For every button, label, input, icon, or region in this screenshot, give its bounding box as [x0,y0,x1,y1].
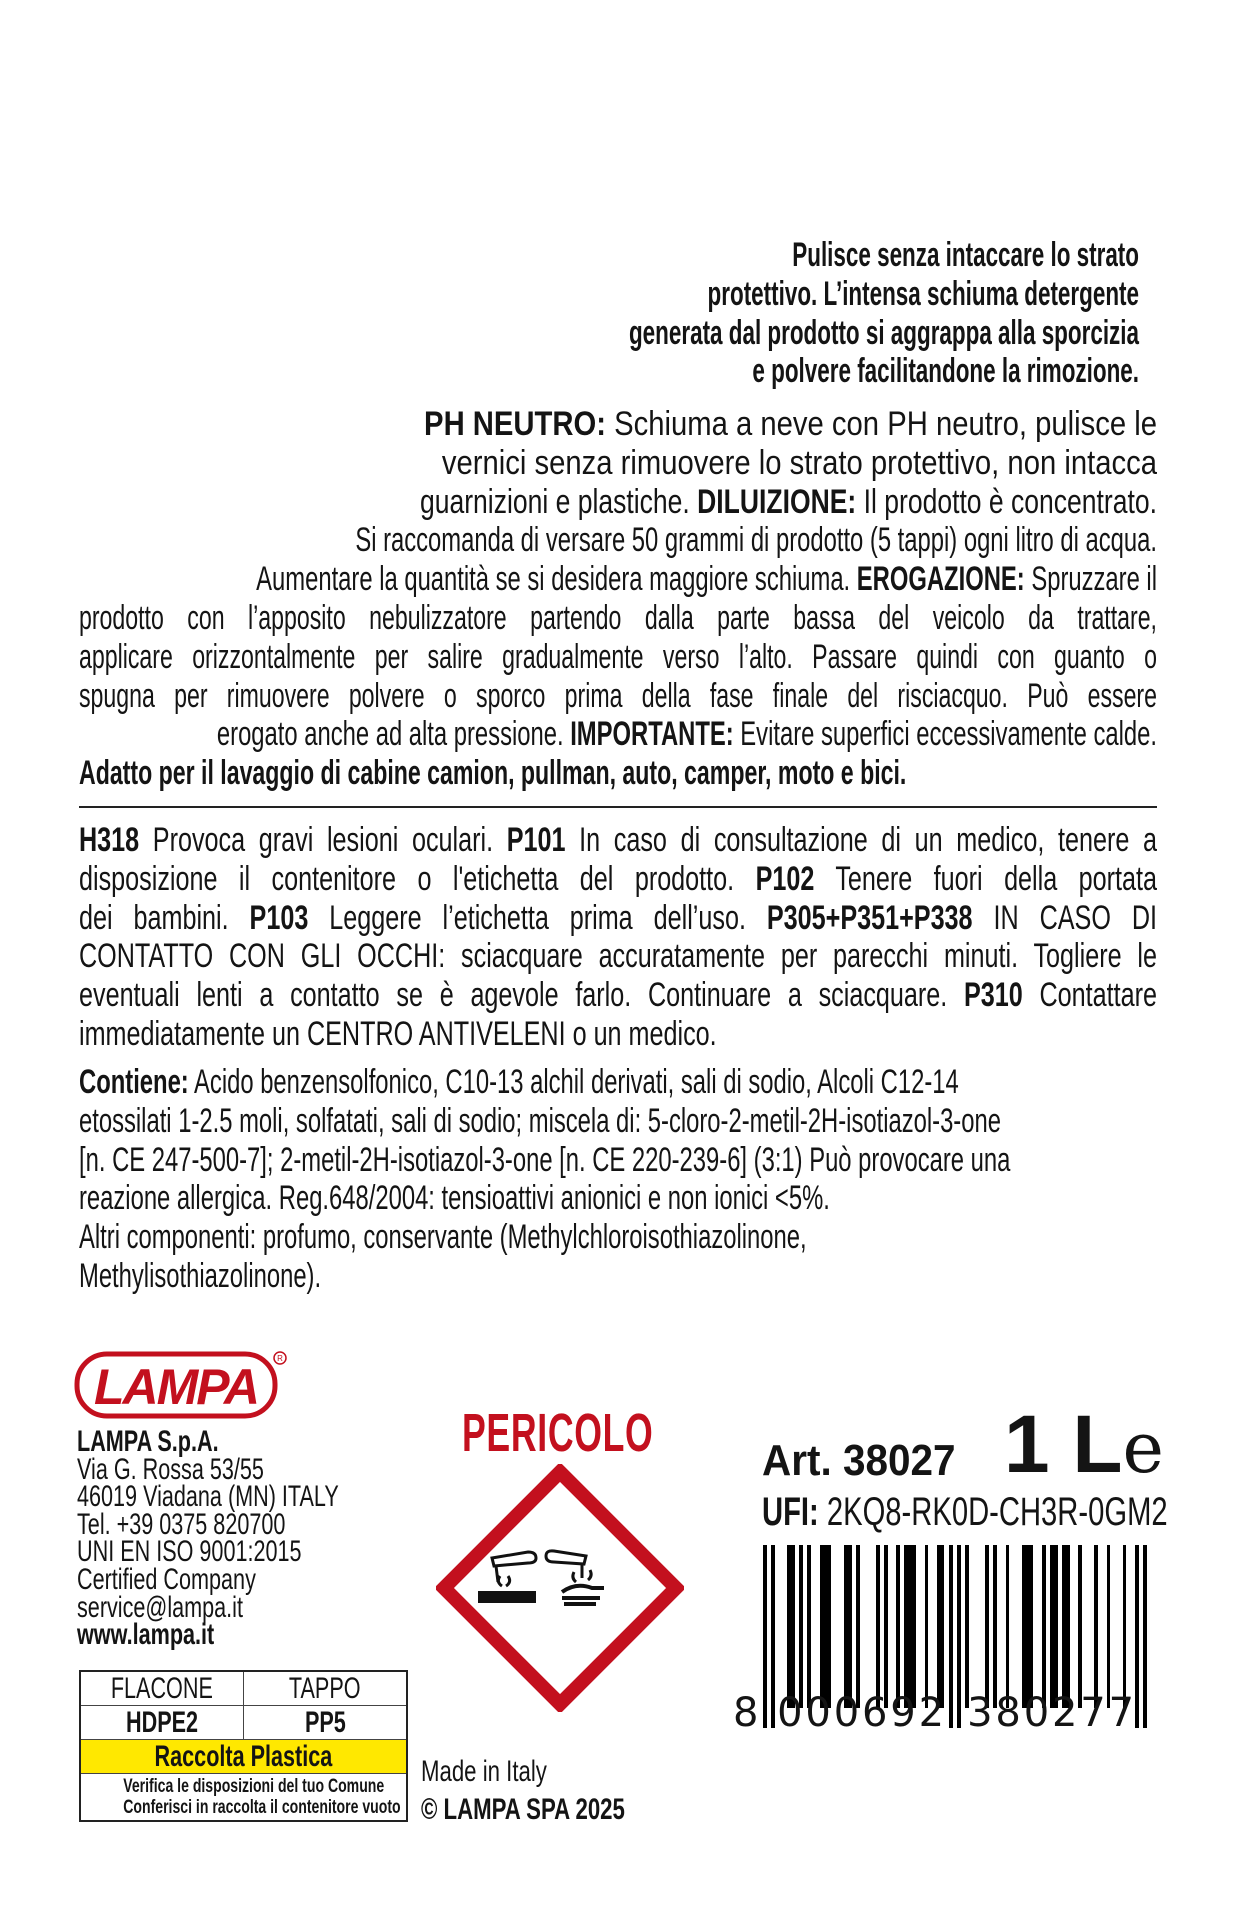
barcode-bar [925,1545,929,1708]
text-line [79,1218,1157,1257]
text-line [79,976,1157,1015]
text-line [79,275,1139,314]
material-flacone: HDPE2 [125,1706,199,1739]
barcode-bar [807,1545,811,1708]
barcode-bar [1107,1545,1111,1708]
text-line [79,1015,1157,1054]
ingredients [79,1063,1157,1296]
text-segment: Spruzzare il [1024,560,1157,599]
hazard-statements [79,821,1157,1054]
text-line [79,899,1157,938]
company-name: LAMPA S.p.A. [77,1425,219,1458]
text-line [79,314,1139,353]
text-line [79,483,1157,522]
barcode-guard-bar [1135,1545,1139,1728]
barcode-digit: 2 [918,1690,945,1736]
barcode-bar [799,1545,803,1708]
text-line [79,1102,1157,1141]
barcode-bar [787,1545,795,1708]
barcode-guard-bar [1143,1545,1147,1728]
bold-label: P103 [249,898,309,937]
text-segment: applicare orizzontalmente per salire gradualmente verso l’alto. Passare quindi con guanto o [79,637,1157,676]
text-line [79,521,1157,560]
barcode-bar [1042,1545,1046,1708]
barcode-digit: 3 [967,1690,993,1736]
barcode-digit: 9 [890,1690,916,1736]
text-line [79,1063,1157,1102]
barcode-bar [985,1545,989,1708]
text-segment: In caso di consultazione di un medico, tenere a [565,821,1157,859]
text-segment: erogato anche ad alta pressione. [216,715,571,754]
text-segment: Si raccomanda di versare 50 grammi di prodotto (5 tappi) ogni litro di acqua. [355,521,1158,560]
text-segment: reazione allergica. Reg.648/2004: tensioattivi anionici e non ionici <5%. [79,1179,830,1218]
text-line [79,821,1157,860]
company-city: 46019 Viadana (MN) ITALY [77,1480,339,1514]
text-line [79,677,1157,716]
text-segment: Schiuma a neve con PH neutro, pulisce le [606,405,1157,443]
bold-label: P305+P351+P338 [766,898,973,937]
barcode-guard-bar [763,1545,767,1728]
barcode-digit: 7 [1108,1690,1135,1736]
company-cert: UNI EN ISO 9001:2015 [77,1535,302,1569]
svg-text:R: R [277,1354,283,1363]
company-info [77,1425,477,1652]
text-segment: Il prodotto è concentrato. [856,482,1157,521]
text-segment: CONTATTO CON GLI OCCHI: sciacquare accuratamente per parecchi minuti. Togliere le [79,937,1157,976]
bold-label: H318 [79,821,140,859]
bold-label: generata dal prodotto si aggrappa alla sporcizia [628,313,1139,352]
divider [79,806,1157,808]
barcode-bar [884,1545,888,1708]
text-segment: Methylisothiazolinone). [79,1256,322,1295]
header-tappo: TAPPO [243,1672,406,1705]
barcode-bar [896,1545,900,1708]
company-website[interactable]: www.lampa.it [77,1618,215,1652]
bold-label: DILUIZIONE: [697,482,857,521]
text-line [79,236,1139,275]
barcode-bar [1062,1545,1070,1708]
text-segment: Leggere l’etichetta prima dell’uso. [308,898,767,937]
recycling-table [79,1670,408,1822]
text-line [79,638,1157,677]
barcode-digit: 8 [733,1690,759,1736]
barcode-digit: 7 [1080,1690,1106,1736]
barcode-guard-bar [957,1545,961,1728]
recycling-note [81,1774,406,1820]
bold-label: PH NEUTRO: [424,405,607,443]
text-segment: spugna per rimuovere polvere o sporco prima della fase finale del risciacquo. Può essere [79,676,1157,715]
usage-instructions [79,405,1157,793]
barcode-digit: 0 [833,1690,860,1736]
bold-label: EROGAZIONE: [856,560,1025,599]
barcode-bar [993,1545,997,1708]
text-line [79,937,1157,976]
volume [1004,1399,1164,1490]
barcode-bar [1022,1545,1034,1708]
barcode-bar [1006,1545,1010,1708]
text-segment: IN CASO DI [972,898,1157,937]
barcode-bar [1050,1545,1058,1708]
copyright: © LAMPA SPA 2025 [421,1793,625,1826]
text-line [79,560,1157,599]
company-phone: Tel. +39 0375 820700 [77,1507,286,1541]
company-cert-label: Certified Company [77,1562,256,1596]
text-line [79,1179,1157,1218]
volume-value: 1 L [1004,1399,1123,1490]
corrosion-icon [436,1464,684,1712]
ufi-code: UFI: 2KQ8-RK0D-CH3R-0GM2 [762,1490,1168,1534]
collection-label: Raccolta Plastica [154,1740,333,1773]
text-segment: [n. CE 247-500-7]; 2-metil-2H-isotiazol-3-one [n. CE 220-239-6] (3:1) Può provocare una [79,1140,1011,1179]
barcode-digit: 6 [862,1690,888,1736]
text-line [79,352,1139,391]
text-segment: Altri componenti: profumo, conservante (Methylchloroisothiazolinone, [79,1218,807,1257]
header-flacone: FLACONE [110,1672,214,1705]
bold-label: P310 [963,976,1023,1015]
article-number: Art. 38027 [762,1436,956,1485]
recycling-note-2: Conferisci in raccolta il contenitore vuoto [123,1797,401,1818]
bold-label: IMPORTANTE: [570,715,734,754]
barcode-bar [856,1545,860,1708]
text-segment: Provoca gravi lesioni oculari. [139,821,507,859]
svg-text:LAMPA: LAMPA [93,1359,259,1415]
recycling-note-1: Verifica le disposizioni del tuo Comune [123,1776,385,1797]
bold-label: Pulisce senza intaccare lo strato [792,236,1139,274]
barcode-bar [876,1545,880,1708]
barcode-bar [965,1545,969,1708]
text-segment: immediatamente un CENTRO ANTIVELENI o un medico. [79,1014,717,1053]
text-segment: disposizione il contenitore o l'etichetta del prodotto. [79,859,756,898]
barcode-digit: 0 [1023,1690,1050,1736]
barcode-bar [937,1545,945,1708]
barcode-digit: 8 [995,1690,1021,1736]
text-segment: prodotto con l’apposito nebulizzatore partendo dalla parte bassa del veicolo da trattare, [79,598,1157,637]
text-segment: eventuali lenti a contatto se è agevole farlo. Continuare a sciacquare. [79,976,964,1015]
barcode-bar [904,1545,916,1708]
signal-word: PERICOLO [462,1403,654,1463]
text-segment: guarnizioni e plastiche. [419,482,698,521]
text-segment: vernici senza rimuovere lo strato protettivo, non intacca [441,443,1157,482]
text-segment: Evitare superfici eccessivamente calde. [733,715,1157,754]
text-line [79,599,1157,638]
bold-label: e polvere facilitandone la rimozione. [752,352,1139,391]
bold-label: Adatto per il lavaggio di cabine camion, pullman, auto, camper, moto e bici. [79,754,907,793]
bold-label: protettivo. L’intensa schiuma detergente [707,274,1139,313]
barcode-bar [820,1545,832,1708]
text-segment: Aumentare la quantità se si desidera maggiore schiuma. [256,560,857,599]
bold-label: P101 [506,821,566,859]
text-segment: Contattare [1022,976,1157,1015]
barcode-bar [1094,1545,1098,1708]
bold-label: P102 [755,859,815,898]
text-segment: dei bambini. [79,898,250,937]
barcode-digit: 2 [1051,1690,1078,1736]
text-line [79,1141,1157,1180]
lampa-logo [73,1350,289,1422]
company-address: Via G. Rossa 53/55 [77,1452,264,1486]
barcode-digit: 0 [805,1690,831,1736]
barcode-bar [1123,1545,1127,1708]
material-tappo: PP5 [243,1706,406,1739]
text-line [79,860,1157,899]
text-line [79,1257,1157,1296]
estimated-sign-icon: e [1122,1407,1164,1489]
text-segment: Tenere fuori della portata [814,859,1157,898]
company-email[interactable]: service@lampa.it [77,1590,243,1624]
intro-text [79,236,1139,391]
text-line [79,405,1157,444]
text-line [79,754,1157,793]
bold-label: Contiene: [79,1063,189,1101]
text-line [79,715,1157,754]
text-line [79,444,1157,483]
text-segment: Acido benzensolfonico, C10-13 alchil derivati, sali di sodio, Alcoli C12-14 [188,1063,959,1101]
barcode-guard-bar [771,1545,775,1728]
made-in-italy: Made in Italy [421,1755,547,1788]
barcode-bar [1078,1545,1082,1708]
barcode-guard-bar [949,1545,953,1728]
barcode-digit: 0 [777,1690,803,1736]
text-segment: etossilati 1-2.5 moli, solfatati, sali di sodio; miscela di: 5-cloro-2-metil-2H-isotiazol-3-one [79,1101,1001,1140]
barcode-bar [844,1545,852,1708]
